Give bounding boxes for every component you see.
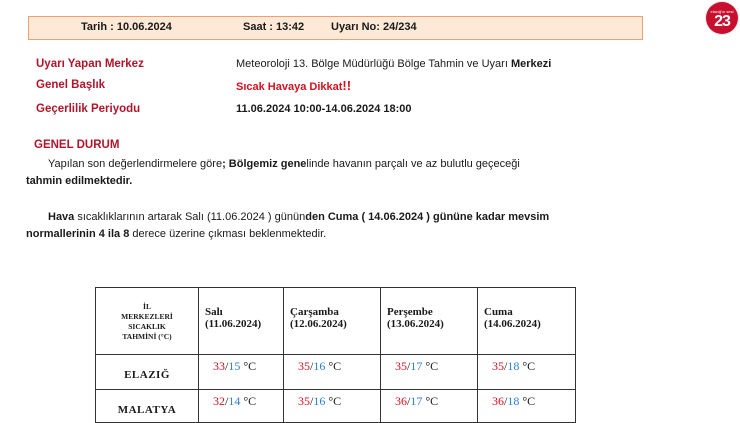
meta-value-center: Meteoroloji 13. Bölge Müdürlüğü Bölge Tahmin ve Uyarı Merkezi	[236, 58, 552, 70]
meta-value-title: Sıcak Havaya Dikkat!!	[236, 78, 352, 93]
bulletin-header	[28, 16, 643, 40]
header-time: Saat : 13:42	[243, 21, 305, 33]
meta-label-title: Genel Başlık	[36, 79, 106, 91]
meta-label-validity: Geçerlilik Periyodu	[36, 103, 141, 115]
header-date: Tarih : 10.06.2024	[81, 21, 172, 33]
logo-tagline: elazığ'ın sesi	[710, 8, 734, 14]
temp-cell: 32/14 °C	[199, 390, 284, 423]
paragraph-1-line-1: Yapılan son değerlendirmelere göre; Bölgemiz genelinde havanın parçalı ve az bulutlu geçeceği	[48, 158, 520, 170]
site-logo[interactable]	[706, 2, 738, 34]
section-title: GENEL DURUM	[34, 139, 120, 151]
temperature-forecast-table	[95, 287, 576, 423]
table-corner-header: İL MERKEZLERİ SICAKLIK TAHMİNİ (°C)	[96, 288, 199, 355]
paragraph-1-line-2: tahmin edilmektedir.	[26, 175, 133, 187]
meta-value-validity: 11.06.2024 10:00-14.06.2024 18:00	[236, 103, 412, 115]
city-cell: ELAZIĞ	[96, 355, 199, 390]
table-header-row	[96, 288, 576, 355]
temp-cell: 35/16 °C	[284, 355, 381, 390]
paragraph-2-line-2: normallerinin 4 ila 8 derece üzerine çıkması beklenmektedir.	[26, 228, 327, 240]
logo-number: 23	[714, 12, 730, 30]
day-header-friday: Cuma (14.06.2024)	[478, 288, 576, 355]
temp-cell: 35/16 °C	[284, 390, 381, 423]
temp-cell: 36/17 °C	[381, 390, 478, 423]
city-cell: MALATYA	[96, 390, 199, 423]
header-warning-number: Uyarı No: 24/234	[331, 21, 417, 33]
temp-cell: 33/15 °C	[199, 355, 284, 390]
table-row	[96, 355, 576, 390]
temp-cell: 35/17 °C	[381, 355, 478, 390]
day-header-thursday: Perşembe (13.06.2024)	[381, 288, 478, 355]
day-header-wednesday: Çarşamba (12.06.2024)	[284, 288, 381, 355]
temp-cell: 35/18 °C	[478, 355, 576, 390]
paragraph-2-line-1: Hava sıcaklıklarının artarak Salı (11.06.2024 ) gününden Cuma ( 14.06.2024 ) gününe kadar mevsim	[48, 211, 550, 223]
meta-label-center: Uyarı Yapan Merkez	[36, 58, 144, 70]
table-row	[96, 390, 576, 423]
day-header-tuesday: Salı (11.06.2024)	[199, 288, 284, 355]
temp-cell: 36/18 °C	[478, 390, 576, 423]
